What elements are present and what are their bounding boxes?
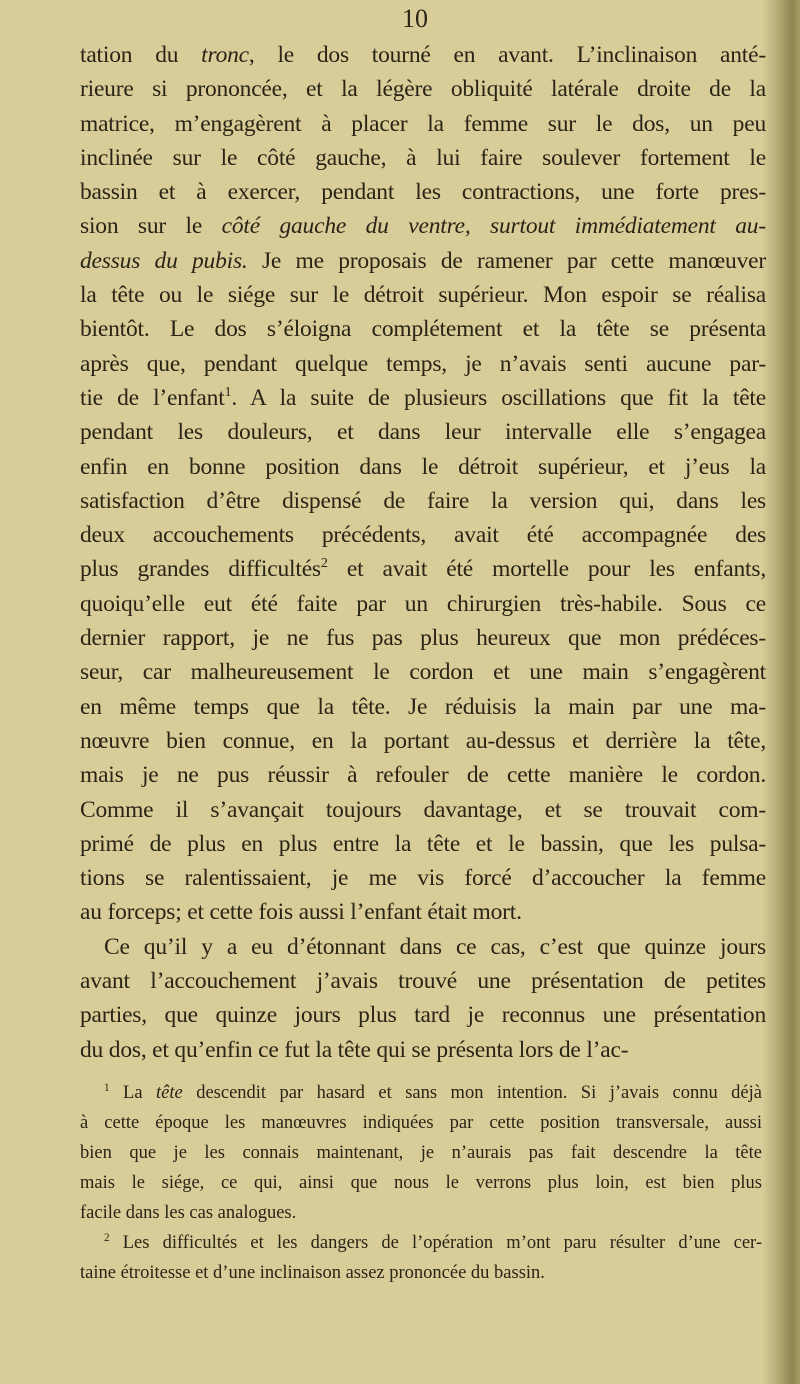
text-segment: tronc bbox=[201, 42, 249, 68]
text-line bbox=[80, 655, 766, 689]
footnote-line bbox=[80, 1168, 762, 1198]
text-line bbox=[80, 793, 766, 827]
body-text bbox=[80, 38, 766, 1067]
footnote-marker: 2 bbox=[104, 1231, 110, 1244]
footnote-line bbox=[80, 1078, 762, 1108]
text-line bbox=[80, 209, 766, 243]
text-segment: deux accouchements précédents, avait été accompagnée des bbox=[80, 522, 766, 549]
text-segment: du dos, et qu’enfin ce fut la tête qui se présenta lors de l’ac- bbox=[80, 1036, 629, 1063]
footnote-line bbox=[80, 1198, 762, 1228]
text-line bbox=[80, 964, 766, 998]
footnote-line bbox=[80, 1108, 762, 1138]
text-line bbox=[80, 141, 766, 175]
text-segment: en même temps que la tête. Je réduisis la main par une ma- bbox=[80, 693, 766, 720]
text-segment: plus grandes difficultés bbox=[80, 556, 321, 583]
text-segment: avant l’accouchement j’avais trouvé une présentation de petites bbox=[80, 968, 766, 995]
footnote-marker: 1 bbox=[224, 384, 232, 401]
text-line bbox=[80, 244, 766, 278]
footnote-line bbox=[80, 1138, 762, 1168]
text-line bbox=[80, 484, 766, 518]
text-segment: , le dos tourné en avant. L’inclinaison anté- bbox=[248, 42, 766, 68]
footnote-marker: 1 bbox=[104, 1081, 110, 1094]
text-segment: tie de l’enfant bbox=[80, 384, 225, 411]
text-segment: mais je ne pus réussir à refouler de cette manière le cordon. bbox=[80, 762, 766, 789]
text-line bbox=[80, 38, 766, 72]
text-segment: la tête ou le siége sur le détroit supérieur. Mon espoir se réalisa bbox=[80, 282, 766, 309]
text-line bbox=[80, 690, 766, 724]
text-segment: . A la suite de plusieurs oscillations que fit la tête bbox=[231, 384, 766, 411]
text-segment: bientôt. Le dos s’éloigna complétement et la tête se présenta bbox=[80, 316, 766, 343]
text-segment: dernier rapport, je ne fus pas plus heureux que mon prédéces- bbox=[80, 625, 766, 652]
text-segment: facile dans les cas analogues. bbox=[80, 1203, 297, 1223]
text-segment: matrice, m’engagèrent à placer la femme sur le dos, un peu bbox=[80, 110, 766, 137]
text-segment: tation du bbox=[80, 42, 202, 68]
text-line bbox=[80, 621, 766, 655]
text-segment: seur, car malheureusement le cordon et une main s’engagèrent bbox=[80, 659, 766, 686]
text-segment: et avait été mortelle pour les enfants, bbox=[327, 556, 766, 583]
text-segment: bassin et à exercer, pendant les contractions, une forte pres- bbox=[80, 179, 766, 206]
text-line bbox=[80, 518, 766, 552]
text-segment: mais le siége, ce qui, ainsi que nous le verrons plus loin, est bien plus bbox=[80, 1173, 762, 1193]
text-segment: au forceps; et cette fois aussi l’enfant était mort. bbox=[80, 899, 522, 926]
text-segment: après que, pendant quelque temps, je n’avais senti aucune par- bbox=[80, 350, 766, 377]
text-segment: nœuvre bien connue, en la portant au-dessus et derrière la tête, bbox=[80, 727, 766, 754]
text-segment: satisfaction d’être dispensé de faire la version qui, dans les bbox=[80, 487, 766, 514]
text-segment: tions se ralentissaient, je me vis forcé d’accoucher la femme bbox=[80, 865, 766, 892]
text-line bbox=[80, 998, 766, 1032]
text-segment: dessus du pubis. bbox=[80, 247, 248, 274]
footnotes bbox=[80, 1078, 762, 1288]
text-line bbox=[80, 724, 766, 758]
text-segment: primé de plus en plus entre la tête et le bassin, que les pulsa- bbox=[80, 830, 766, 857]
text-line bbox=[80, 312, 766, 346]
text-segment: Ce qu’il y a eu d’étonnant dans ce cas, c’est que quinze jours bbox=[104, 933, 766, 960]
page-number: 10 bbox=[402, 4, 428, 33]
text-line bbox=[80, 861, 766, 895]
text-segment: bien que je les connais maintenant, je n’aurais pas fait descendre la tête bbox=[80, 1143, 762, 1163]
text-segment: Je me proposais de ramener par cette manœuver bbox=[247, 247, 767, 274]
text-segment: Les difficultés et les dangers de l’opération m’ont paru résulter d’une cer- bbox=[109, 1233, 762, 1253]
text-line bbox=[80, 895, 766, 929]
footnote-line bbox=[80, 1258, 762, 1288]
footnote-marker: 2 bbox=[320, 555, 328, 572]
footnote-line bbox=[80, 1228, 762, 1258]
book-page-edge bbox=[762, 0, 800, 1384]
text-segment: à cette époque les manœuvres indiquées par cette position transversale, aussi bbox=[80, 1113, 762, 1133]
text-segment: côté gauche du ventre, surtout immédiatement au- bbox=[221, 213, 766, 240]
text-segment: rieure si prononcée, et la légère obliquité latérale droite de la bbox=[80, 76, 766, 103]
text-line bbox=[80, 552, 766, 586]
text-segment: Comme il s’avançait toujours davantage, et se trouvait com- bbox=[80, 796, 766, 823]
text-line bbox=[80, 450, 766, 484]
text-segment: La bbox=[109, 1083, 157, 1103]
text-line bbox=[80, 1033, 766, 1067]
text-line bbox=[80, 827, 766, 861]
text-line bbox=[80, 72, 766, 106]
text-segment: sion sur le bbox=[80, 213, 222, 240]
text-line bbox=[80, 107, 766, 141]
text-segment: descendit par hasard et sans mon intention. Si j’avais connu déjà bbox=[182, 1083, 762, 1103]
text-line bbox=[80, 930, 766, 964]
text-segment: enfin en bonne position dans le détroit supérieur, et j’eus la bbox=[80, 453, 766, 480]
text-segment: quoiqu’elle eut été faite par un chirurgien très-habile. Sous ce bbox=[80, 590, 766, 617]
text-segment: parties, que quinze jours plus tard je reconnus une présentation bbox=[80, 1002, 766, 1029]
text-segment: taine étroitesse et d’une inclinaison assez prononcée du bassin. bbox=[80, 1263, 545, 1283]
text-line bbox=[80, 587, 766, 621]
text-line bbox=[80, 347, 766, 381]
text-segment: tête bbox=[156, 1083, 183, 1103]
text-segment: pendant les douleurs, et dans leur intervalle elle s’engagea bbox=[80, 419, 766, 446]
text-line bbox=[80, 278, 766, 312]
text-line bbox=[80, 175, 766, 209]
text-line bbox=[80, 381, 766, 415]
text-line bbox=[80, 415, 766, 449]
text-line bbox=[80, 758, 766, 792]
text-segment: inclinée sur le côté gauche, à lui faire soulever fortement le bbox=[80, 144, 766, 171]
